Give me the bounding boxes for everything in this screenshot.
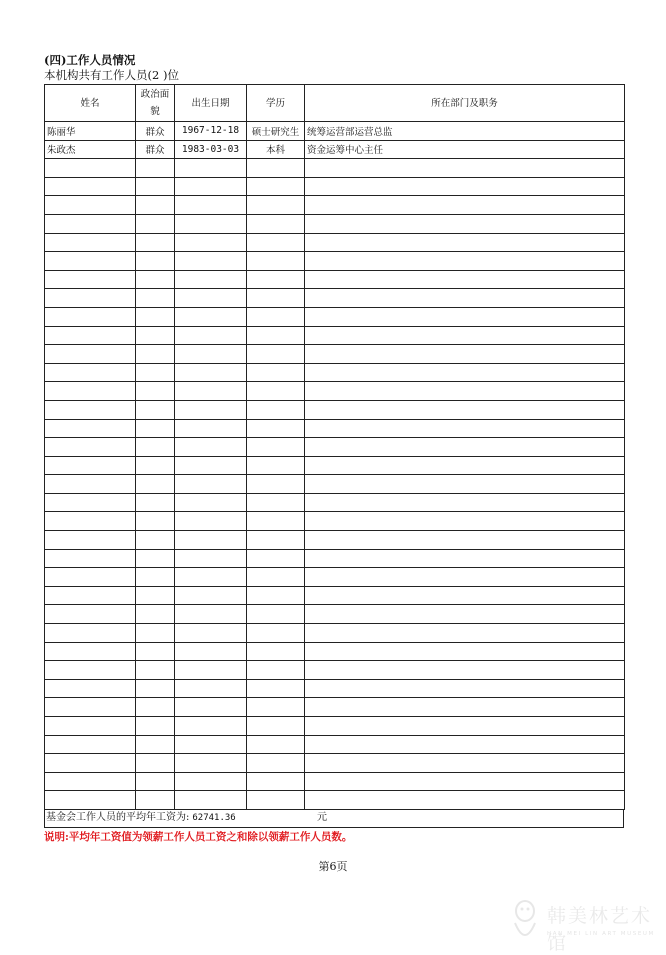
table-row xyxy=(45,419,625,438)
cell-birth-date xyxy=(175,400,247,419)
cell-department-position xyxy=(305,661,625,680)
cell-birth-date xyxy=(175,624,247,643)
cell-birth-date xyxy=(175,475,247,494)
staff-table xyxy=(44,84,625,810)
cell-education: 本科 xyxy=(247,140,305,159)
cell-department-position xyxy=(305,772,625,791)
cell-political-status xyxy=(136,717,175,736)
cell-political-status xyxy=(136,214,175,233)
cell-department-position xyxy=(305,270,625,289)
table-row xyxy=(45,549,625,568)
cell-birth-date xyxy=(175,159,247,178)
cell-name xyxy=(45,419,136,438)
cell-political-status: 群众 xyxy=(136,122,175,141)
cell-education xyxy=(247,400,305,419)
table-row xyxy=(45,791,625,810)
table-row xyxy=(45,772,625,791)
cell-political-status xyxy=(136,270,175,289)
table-row xyxy=(45,214,625,233)
cell-education xyxy=(247,512,305,531)
cell-department-position xyxy=(305,586,625,605)
cell-birth-date xyxy=(175,363,247,382)
staff-count-prefix: 本机构共有工作人员( xyxy=(44,68,152,82)
cell-department-position xyxy=(305,177,625,196)
cell-education xyxy=(247,456,305,475)
cell-name xyxy=(45,307,136,326)
table-row xyxy=(45,177,625,196)
cell-department-position xyxy=(305,214,625,233)
cell-department-position xyxy=(305,642,625,661)
average-salary-unit: 元 xyxy=(317,812,327,823)
cell-department-position xyxy=(305,549,625,568)
cell-name xyxy=(45,624,136,643)
cell-education xyxy=(247,214,305,233)
cell-name xyxy=(45,233,136,252)
cell-birth-date xyxy=(175,698,247,717)
cell-name xyxy=(45,345,136,364)
cell-birth-date xyxy=(175,177,247,196)
cell-department-position xyxy=(305,307,625,326)
table-row xyxy=(45,326,625,345)
header-birth-date: 出生日期 xyxy=(175,85,247,122)
table-row xyxy=(45,270,625,289)
cell-political-status xyxy=(136,419,175,438)
cell-birth-date xyxy=(175,456,247,475)
cell-education xyxy=(247,345,305,364)
cell-birth-date xyxy=(175,214,247,233)
table-row xyxy=(45,698,625,717)
cell-political-status xyxy=(136,252,175,271)
cell-birth-date xyxy=(175,326,247,345)
cell-political-status xyxy=(136,586,175,605)
cell-name xyxy=(45,512,136,531)
cell-department-position xyxy=(305,345,625,364)
table-row xyxy=(45,475,625,494)
cell-name xyxy=(45,438,136,457)
cell-department-position xyxy=(305,754,625,773)
cell-birth-date xyxy=(175,438,247,457)
cell-name: 陈丽华 xyxy=(45,122,136,141)
table-row xyxy=(45,493,625,512)
cell-education xyxy=(247,382,305,401)
table-row xyxy=(45,586,625,605)
cell-education xyxy=(247,661,305,680)
cell-education xyxy=(247,493,305,512)
staff-count-suffix: )位 xyxy=(159,68,179,82)
cell-political-status xyxy=(136,159,175,178)
cell-education xyxy=(247,252,305,271)
cell-name xyxy=(45,326,136,345)
cell-birth-date xyxy=(175,252,247,271)
table-row xyxy=(45,363,625,382)
cell-name xyxy=(45,605,136,624)
cell-department-position xyxy=(305,791,625,810)
table-row xyxy=(45,289,625,308)
cell-education xyxy=(247,754,305,773)
cell-education xyxy=(247,159,305,178)
cell-political-status xyxy=(136,624,175,643)
cell-education xyxy=(247,475,305,494)
table-row xyxy=(45,159,625,178)
cell-birth-date xyxy=(175,345,247,364)
cell-education xyxy=(247,233,305,252)
cell-name xyxy=(45,456,136,475)
cell-department-position xyxy=(305,196,625,215)
cell-political-status xyxy=(136,605,175,624)
cell-department-position xyxy=(305,717,625,736)
average-salary-label: 基金会工作人员的平均年工资为: xyxy=(46,812,190,823)
cell-name xyxy=(45,270,136,289)
cell-education: 硕士研究生 xyxy=(247,122,305,141)
cell-political-status xyxy=(136,772,175,791)
cell-department-position xyxy=(305,233,625,252)
table-header-row xyxy=(45,85,625,122)
cell-name xyxy=(45,679,136,698)
table-row xyxy=(45,624,625,643)
cell-political-status xyxy=(136,661,175,680)
cell-political-status xyxy=(136,307,175,326)
cell-birth-date xyxy=(175,642,247,661)
table-row xyxy=(45,122,625,141)
cell-education xyxy=(247,326,305,345)
cell-department-position xyxy=(305,252,625,271)
cell-political-status xyxy=(136,177,175,196)
header-education: 学历 xyxy=(247,85,305,122)
cell-department-position xyxy=(305,568,625,587)
cell-education xyxy=(247,531,305,550)
cell-department-position xyxy=(305,456,625,475)
cell-department-position xyxy=(305,624,625,643)
cell-birth-date xyxy=(175,531,247,550)
cell-department-position xyxy=(305,326,625,345)
cell-birth-date xyxy=(175,196,247,215)
staff-table-body xyxy=(45,122,625,810)
cell-education xyxy=(247,177,305,196)
table-row xyxy=(45,233,625,252)
cell-birth-date xyxy=(175,419,247,438)
cell-education xyxy=(247,363,305,382)
cell-birth-date xyxy=(175,754,247,773)
cell-education xyxy=(247,605,305,624)
table-row xyxy=(45,307,625,326)
cell-birth-date xyxy=(175,735,247,754)
cell-political-status xyxy=(136,382,175,401)
staff-count-line xyxy=(44,67,179,83)
cell-name xyxy=(45,382,136,401)
cell-education xyxy=(247,196,305,215)
cell-birth-date xyxy=(175,586,247,605)
cell-education xyxy=(247,289,305,308)
table-row xyxy=(45,400,625,419)
cell-birth-date xyxy=(175,512,247,531)
cell-department-position xyxy=(305,679,625,698)
cell-name xyxy=(45,642,136,661)
cell-education xyxy=(247,735,305,754)
cell-political-status xyxy=(136,735,175,754)
cell-name xyxy=(45,717,136,736)
section-title: (四)工作人员情况 xyxy=(44,53,136,67)
cell-name xyxy=(45,791,136,810)
cell-name xyxy=(45,252,136,271)
cell-name xyxy=(45,698,136,717)
cell-name xyxy=(45,493,136,512)
average-salary-value: 62741.36 xyxy=(192,813,236,823)
cell-birth-date xyxy=(175,568,247,587)
average-salary-row xyxy=(44,809,624,828)
cell-name xyxy=(45,754,136,773)
table-row xyxy=(45,642,625,661)
cell-department-position xyxy=(305,382,625,401)
cell-political-status xyxy=(136,531,175,550)
cell-birth-date xyxy=(175,772,247,791)
cell-education xyxy=(247,270,305,289)
page-number: 第6页 xyxy=(318,860,348,873)
table-row xyxy=(45,438,625,457)
table-row xyxy=(45,568,625,587)
header-name: 姓名 xyxy=(45,85,136,122)
cell-birth-date: 1967-12-18 xyxy=(175,122,247,141)
watermark-subtext: HAN MEI LIN ART MUSEUM xyxy=(547,931,655,937)
cell-birth-date xyxy=(175,661,247,680)
cell-political-status xyxy=(136,326,175,345)
cell-department-position xyxy=(305,493,625,512)
cell-birth-date xyxy=(175,233,247,252)
table-row xyxy=(45,382,625,401)
header-political-status: 政治面貌 xyxy=(136,85,175,122)
cell-political-status xyxy=(136,233,175,252)
table-row xyxy=(45,661,625,680)
cell-birth-date xyxy=(175,270,247,289)
cell-birth-date xyxy=(175,493,247,512)
table-row xyxy=(45,512,625,531)
cell-name xyxy=(45,531,136,550)
museum-watermark xyxy=(505,897,660,954)
cell-political-status xyxy=(136,400,175,419)
staff-count-value: 2 xyxy=(152,68,160,82)
cell-birth-date xyxy=(175,382,247,401)
cell-department-position xyxy=(305,289,625,308)
cell-department-position xyxy=(305,363,625,382)
cell-name xyxy=(45,159,136,178)
watermark-figure-icon xyxy=(505,897,545,947)
cell-political-status xyxy=(136,679,175,698)
cell-political-status xyxy=(136,698,175,717)
cell-political-status xyxy=(136,345,175,364)
cell-name xyxy=(45,214,136,233)
cell-birth-date xyxy=(175,289,247,308)
cell-education xyxy=(247,698,305,717)
cell-education xyxy=(247,791,305,810)
cell-education xyxy=(247,549,305,568)
cell-political-status xyxy=(136,549,175,568)
cell-department-position: 资金运筹中心主任 xyxy=(305,140,625,159)
cell-birth-date xyxy=(175,791,247,810)
cell-name xyxy=(45,475,136,494)
table-row xyxy=(45,252,625,271)
cell-education xyxy=(247,772,305,791)
cell-political-status xyxy=(136,568,175,587)
cell-name xyxy=(45,363,136,382)
cell-education xyxy=(247,586,305,605)
cell-department-position xyxy=(305,531,625,550)
cell-department-position xyxy=(305,419,625,438)
table-row xyxy=(45,456,625,475)
cell-political-status: 群众 xyxy=(136,140,175,159)
cell-birth-date xyxy=(175,549,247,568)
cell-political-status xyxy=(136,493,175,512)
cell-education xyxy=(247,307,305,326)
cell-department-position xyxy=(305,438,625,457)
cell-name xyxy=(45,586,136,605)
cell-department-position xyxy=(305,159,625,178)
cell-name xyxy=(45,735,136,754)
cell-political-status xyxy=(136,791,175,810)
watermark-text: 韩美林艺术馆 xyxy=(547,905,653,954)
table-row xyxy=(45,140,625,159)
cell-political-status xyxy=(136,456,175,475)
table-row xyxy=(45,345,625,364)
cell-political-status xyxy=(136,642,175,661)
cell-birth-date xyxy=(175,717,247,736)
table-row xyxy=(45,605,625,624)
cell-department-position xyxy=(305,735,625,754)
table-row xyxy=(45,735,625,754)
cell-education xyxy=(247,624,305,643)
cell-education xyxy=(247,438,305,457)
cell-education xyxy=(247,717,305,736)
cell-department-position: 统筹运营部运营总监 xyxy=(305,122,625,141)
table-row xyxy=(45,754,625,773)
cell-department-position xyxy=(305,512,625,531)
cell-department-position xyxy=(305,605,625,624)
cell-name xyxy=(45,661,136,680)
cell-name: 朱政杰 xyxy=(45,140,136,159)
cell-political-status xyxy=(136,754,175,773)
explanation-note: 说明:平均年工资值为领薪工作人员工资之和除以领薪工作人员数。 xyxy=(44,831,353,843)
cell-education xyxy=(247,568,305,587)
cell-birth-date xyxy=(175,605,247,624)
header-department-position: 所在部门及职务 xyxy=(305,85,625,122)
cell-department-position xyxy=(305,475,625,494)
cell-name xyxy=(45,400,136,419)
cell-birth-date: 1983-03-03 xyxy=(175,140,247,159)
table-row xyxy=(45,196,625,215)
cell-birth-date xyxy=(175,307,247,326)
cell-political-status xyxy=(136,438,175,457)
cell-education xyxy=(247,679,305,698)
cell-name xyxy=(45,177,136,196)
cell-education xyxy=(247,419,305,438)
cell-name xyxy=(45,196,136,215)
cell-department-position xyxy=(305,400,625,419)
cell-name xyxy=(45,289,136,308)
cell-political-status xyxy=(136,512,175,531)
cell-political-status xyxy=(136,363,175,382)
table-row xyxy=(45,717,625,736)
table-row xyxy=(45,531,625,550)
cell-birth-date xyxy=(175,679,247,698)
cell-department-position xyxy=(305,698,625,717)
cell-political-status xyxy=(136,196,175,215)
table-row xyxy=(45,679,625,698)
cell-political-status xyxy=(136,289,175,308)
cell-name xyxy=(45,568,136,587)
cell-political-status xyxy=(136,475,175,494)
cell-education xyxy=(247,642,305,661)
cell-name xyxy=(45,549,136,568)
cell-name xyxy=(45,772,136,791)
